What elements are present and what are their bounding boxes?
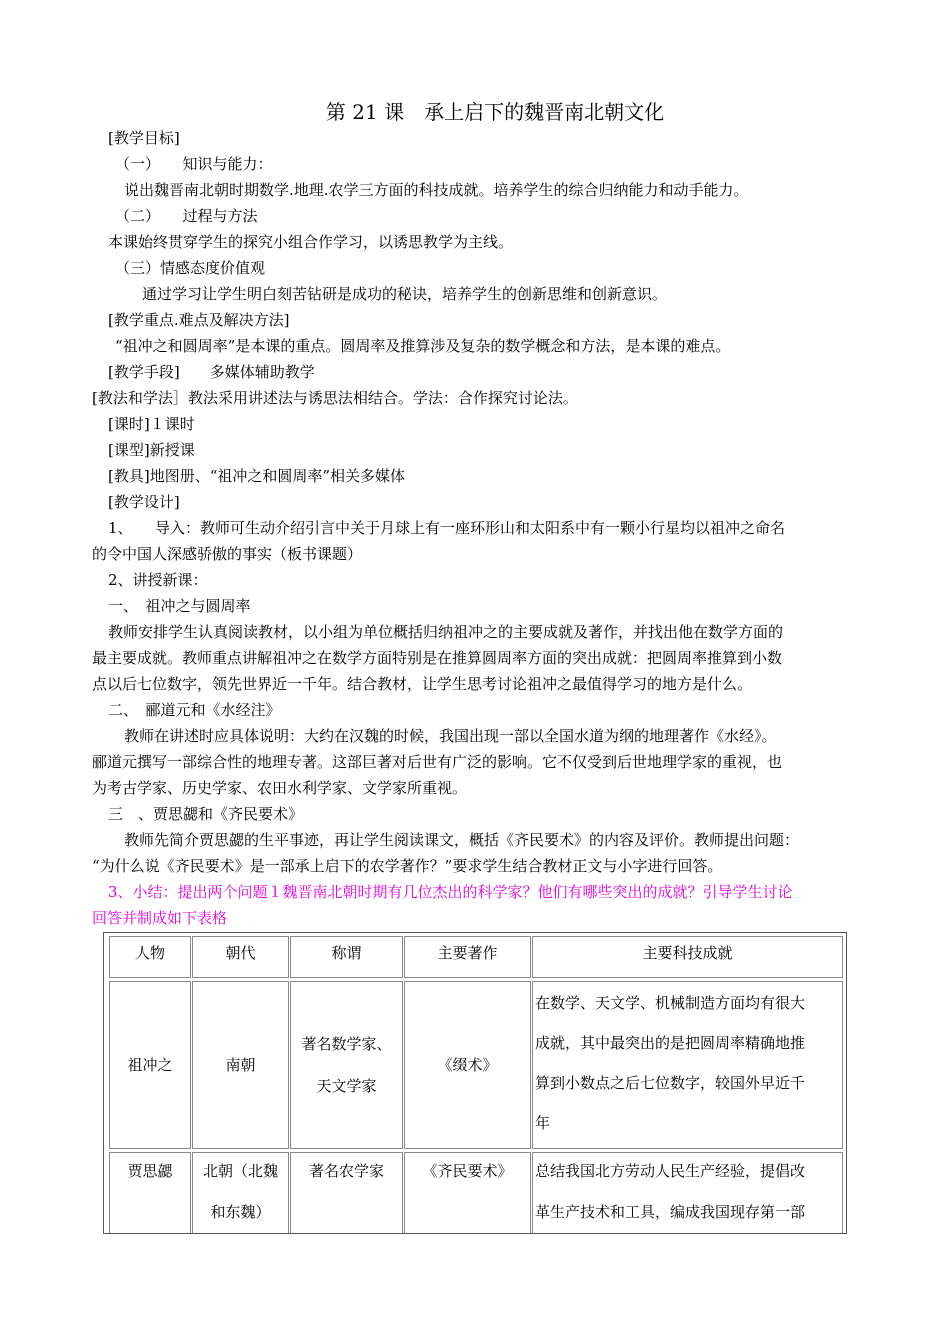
table-row	[109, 1152, 191, 1234]
cell-dynasty-line-1: 北朝（北魏	[202, 1162, 278, 1180]
table-header-person: 人物	[109, 936, 191, 978]
cell-dynasty-container	[192, 981, 289, 1149]
cell-title-container	[290, 1152, 403, 1234]
part-2-line-3: 为考古学家、历史学家、农田水利学家、文学家所重视。	[92, 779, 468, 797]
summary-table	[103, 932, 847, 1234]
cell-dynasty-line-2: 和东魏）	[210, 1203, 271, 1221]
cell-person: 贾思勰	[127, 1162, 173, 1180]
cell-title-container	[290, 981, 403, 1149]
intro-line-1: 1、 导入：教师可生动介绍引言中关于月球上有一座环形山和太阳系中有一颗小行星均以祖冲之命名	[108, 519, 786, 537]
cell-achievement-line: 成就，其中最突出的是把圆周率精确地推	[535, 1034, 806, 1052]
objective-1-text: 说出魏晋南北朝时期数学.地理.农学三方面的科技成就。培养学生的综合归纳能力和动手能力。	[124, 181, 749, 199]
cell-title: 著名农学家	[308, 1162, 384, 1180]
teaching-aids: [教具]地图册、“祖冲之和圆周率”相关多媒体	[108, 467, 406, 485]
key-points-text: “祖冲之和圆周率”是本课的重点。圆周率及推算涉及复杂的数学概念和方法，是本课的难点。	[115, 337, 731, 355]
objective-2-text: 本课始终贯穿学生的探究小组合作学习，以诱思教学为主线。	[108, 233, 514, 251]
table-header-dynasty: 朝代	[192, 936, 289, 978]
part-3-line-1: 教师先简介贾思勰的生平事迹，再让学生阅读课文，概括《齐民要术》的内容及评价。教师提出问题：	[124, 831, 800, 849]
part-3-line-2: “为什么说《齐民要术》是一部承上启下的农学著作？”要求学生结合教材正文与小字进行回答。	[92, 857, 723, 875]
part-1-heading: 一、 祖冲之与圆周率	[108, 597, 251, 615]
section-objectives-heading: [教学目标]	[108, 129, 180, 147]
cell-achievement-container	[532, 981, 843, 1149]
cell-work: 《缀术》	[437, 1055, 498, 1074]
summary-line-1: 3、小结：提出两个问题１魏晋南北朝时期有几位杰出的科学家？他们有哪些突出的成就？引导学生讨论	[108, 883, 793, 901]
cell-achievement-line: 在数学、天文学、机械制造方面均有很大	[535, 994, 806, 1012]
objective-3-heading: （三）情感态度价值观	[115, 259, 266, 277]
cell-title-line-2: 天文学家	[316, 1077, 377, 1095]
cell-work-container	[404, 981, 531, 1149]
cell-title-line-1: 著名数学家、	[301, 1035, 392, 1053]
class-hours: [课时]１课时	[108, 415, 195, 433]
teaching-means: [教学手段] 多媒体辅助教学	[108, 363, 315, 381]
part-3-heading: 三 、贾思勰和《齐民要术》	[108, 805, 304, 823]
part-2-heading: 二、 郦道元和《水经注》	[108, 701, 281, 719]
cell-work-container	[404, 1152, 531, 1234]
summary-line-2: 回答并制成如下表格	[92, 909, 228, 927]
cell-achievement-line: 年	[535, 1114, 551, 1132]
cell-achievement-line: 算到小数点之后七位数字，较国外早近千	[535, 1074, 806, 1092]
part-1-line-1: 教师安排学生认真阅读教材，以小组为单位概括归纳祖冲之的主要成就及著作，并找出他在数学方面的	[108, 623, 784, 641]
objective-2-heading: （二） 过程与方法	[115, 207, 258, 225]
cell-work: 《齐民要术》	[422, 1162, 513, 1180]
cell-achievement-line: 革生产技术和工具，编成我国现存第一部	[535, 1203, 806, 1221]
objective-3-text: 通过学习让学生明白刻苦钻研是成功的秘诀，培养学生的创新思维和创新意识。	[142, 285, 668, 303]
cell-achievement-line: 总结我国北方劳动人民生产经验，提倡改	[535, 1162, 806, 1180]
page-title: 第 21 课 承上启下的魏晋南北朝文化	[325, 100, 665, 124]
new-lesson-heading: 2、讲授新课：	[108, 571, 208, 589]
cell-dynasty-container	[192, 1152, 289, 1234]
part-2-line-1: 教师在讲述时应具体说明：大约在汉魏的时候，我国出现一部以全国水道为纲的地理著作《水经》。	[124, 727, 777, 745]
table-row	[109, 981, 191, 1149]
cell-achievement-container	[532, 1152, 843, 1234]
intro-line-2: 的令中国人深感骄傲的事实（板书课题）	[92, 545, 363, 563]
part-1-line-3: 点以后七位数字，领先世界近一千年。结合教材，让学生思考讨论祖冲之最值得学习的地方是什么。	[92, 675, 753, 693]
lesson-type: [课型]新授课	[108, 441, 195, 459]
cell-dynasty: 南朝	[225, 1055, 256, 1074]
objective-1-heading: （一） 知识与能力：	[115, 155, 273, 173]
table-header-achievement: 主要科技成就	[532, 936, 843, 978]
teaching-methods: [教法和学法］教法采用讲述法与诱思法相结合。学法：合作探究讨论法。	[92, 389, 578, 407]
design-heading: [教学设计]	[108, 493, 180, 511]
part-1-line-2: 最主要成就。教师重点讲解祖冲之在数学方面特别是在推算圆周率方面的突出成就：把圆周率推算到小数	[92, 649, 783, 667]
table-header-work: 主要著作	[404, 936, 531, 978]
key-points-heading: [教学重点.难点及解决方法]	[108, 311, 290, 329]
cell-person: 祖冲之	[127, 1055, 173, 1074]
part-2-line-2: 郦道元撰写一部综合性的地理专著。这部巨著对后世有广泛的影响。它不仅受到后世地理学家的重视，也	[92, 753, 783, 771]
table-header-title: 称谓	[290, 936, 403, 978]
